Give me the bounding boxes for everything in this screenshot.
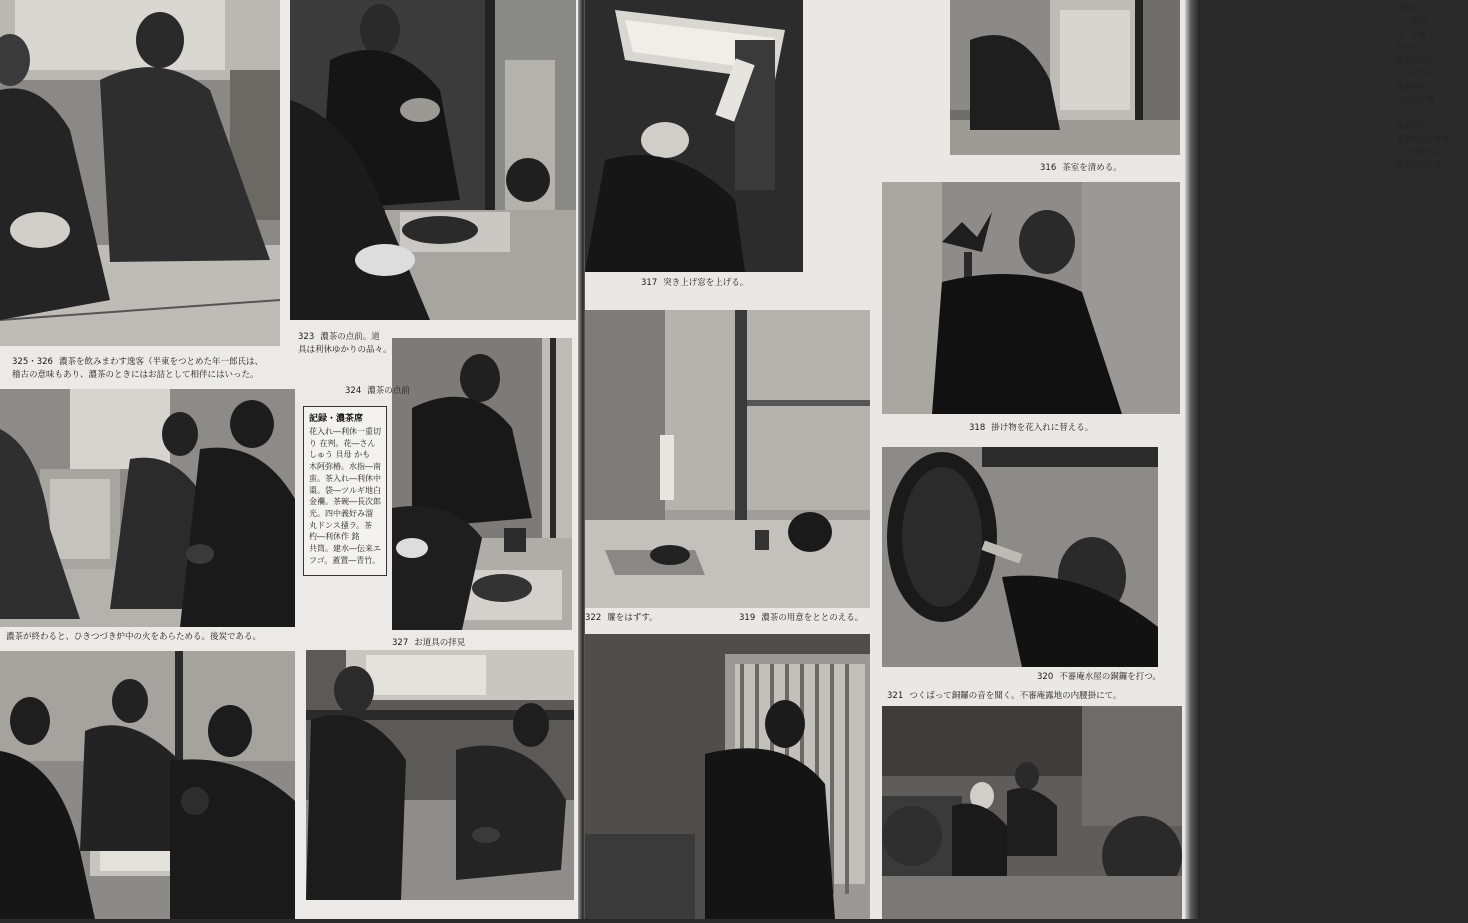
body-line: 茶室内はひきき: [1396, 134, 1450, 143]
notes-title: 記録・濃茶席: [309, 414, 364, 424]
notes-line: り 在判。花―さん: [309, 438, 376, 448]
caption-318: [969, 422, 1093, 435]
photo-flowers-318: [882, 182, 1180, 414]
caption-text: 掛け物を花入れに替える。: [991, 423, 1094, 433]
body-line: る。: [1396, 108, 1412, 117]
caption-325-326: [12, 356, 263, 382]
caption-number: 324: [345, 386, 362, 396]
body-line: ふたたび腰: [1396, 95, 1434, 104]
notes-line: 共筒。建水―伝来エ: [309, 544, 381, 554]
caption-number: 317: [641, 278, 658, 288]
notes-line: しゅう 貝母 かも: [309, 450, 371, 460]
body-line: 窓とそとの: [1396, 43, 1434, 52]
body-line: は、不審: [1396, 30, 1427, 39]
caption-number: 321: [887, 691, 904, 701]
caption-number: 318: [969, 423, 986, 433]
body-line: 濃茶が始まる。: [1396, 160, 1450, 169]
caption-text: 簾をはずす。: [607, 613, 658, 623]
caption-317: [641, 277, 748, 290]
article-body-text: [1396, 2, 1468, 171]
caption-322: [585, 612, 658, 625]
caption-324: [345, 385, 410, 398]
caption-number: 322: [585, 613, 602, 623]
caption-number: 320: [1037, 672, 1054, 682]
caption-319: [739, 612, 863, 625]
caption-after-koicha: [6, 631, 261, 644]
caption-number: 316: [1040, 163, 1057, 173]
book-edge: [1185, 0, 1200, 919]
caption-320: [1037, 671, 1161, 684]
notes-line: 金襴。茶碗―長次郎: [309, 497, 381, 507]
notes-line: 光。四中義好み溜: [309, 508, 373, 518]
body-line: 後座の室入り: [1396, 82, 1442, 91]
caption-text: 具は利休ゆかりの品々。: [298, 345, 392, 355]
photo-viewing-327: [306, 650, 574, 900]
photo-koicha-324: [392, 338, 572, 630]
caption-text: 濃茶の点前。道: [320, 332, 380, 342]
photo-tea-preparation-323: [290, 0, 576, 320]
right-page: [585, 0, 1450, 919]
caption-number: 327: [392, 638, 409, 648]
caption-text: 濃茶の用意をととのえる。: [761, 613, 864, 623]
caption-321: [887, 690, 1121, 703]
body-line: え。時刻: [1396, 17, 1427, 26]
photo-cleaning-316: [950, 0, 1180, 155]
notes-line: 棗。袋―ツルギ地白: [309, 485, 381, 495]
notes-line: 杓―利休作 銘: [309, 532, 368, 542]
caption-number: 325・326: [12, 357, 53, 367]
photo-garden-321: [882, 706, 1182, 919]
photo-charcoal: [0, 651, 295, 919]
caption-316: [1040, 162, 1122, 175]
caption-text: つくばって銅鑼の音を聞く。不審庵露地の内腰掛にて。: [909, 691, 1122, 701]
caption-text: 濃茶を飲みまわす逸客（半東をつとめた年一郎氏は、: [58, 357, 263, 367]
notes-line: 花入れ―利休一重切: [309, 427, 381, 436]
notes-line: 蛮。茶入れ―利休中: [309, 473, 381, 483]
caption-text: 茶室を清める。: [1062, 163, 1122, 173]
record-notes-box: [303, 406, 387, 576]
caption-text: お道具の拝見: [414, 638, 466, 648]
body-line: 後座の室入りが: [1396, 121, 1450, 130]
caption-text: 濃茶が終わると、ひきつづき炉中の火をあらためる。後炭である。: [6, 632, 262, 642]
photo-skylight-317: [585, 0, 803, 272]
caption-text: 突き上げ窓を上げる。: [663, 278, 749, 288]
caption-text: 濃茶の点前: [367, 386, 410, 396]
notes-line: 木阿弥椿。水指―南: [309, 462, 381, 472]
photo-removing-screen-322: [585, 634, 870, 919]
caption-327: [392, 637, 465, 650]
body-line: 七点打たれ: [1396, 69, 1434, 78]
caption-text: 稽古の意味もあり、濃茶のときにはお詰として相伴にはいった。: [12, 370, 259, 380]
photo-passing-bowl: [0, 389, 295, 627]
photo-guests-drinking: [0, 0, 280, 346]
caption-number: 323: [298, 332, 315, 342]
caption-number: 319: [739, 613, 756, 623]
left-page: [0, 0, 580, 919]
photo-gong-320: [882, 447, 1158, 667]
caption-text: 不審庵水屋の銅鑼を打つ。: [1059, 672, 1161, 682]
body-line: 後座の用意: [1396, 56, 1434, 65]
caption-323: [298, 331, 392, 357]
notes-line: フゴ。蓋置―青竹。: [309, 555, 381, 565]
photo-tokonoma-319: [585, 310, 870, 608]
notes-line: 丸ドンス掻ラ。茶: [309, 520, 373, 530]
body-line: り、初座とはう: [1396, 147, 1450, 156]
body-line: げ窓を上: [1396, 4, 1427, 13]
